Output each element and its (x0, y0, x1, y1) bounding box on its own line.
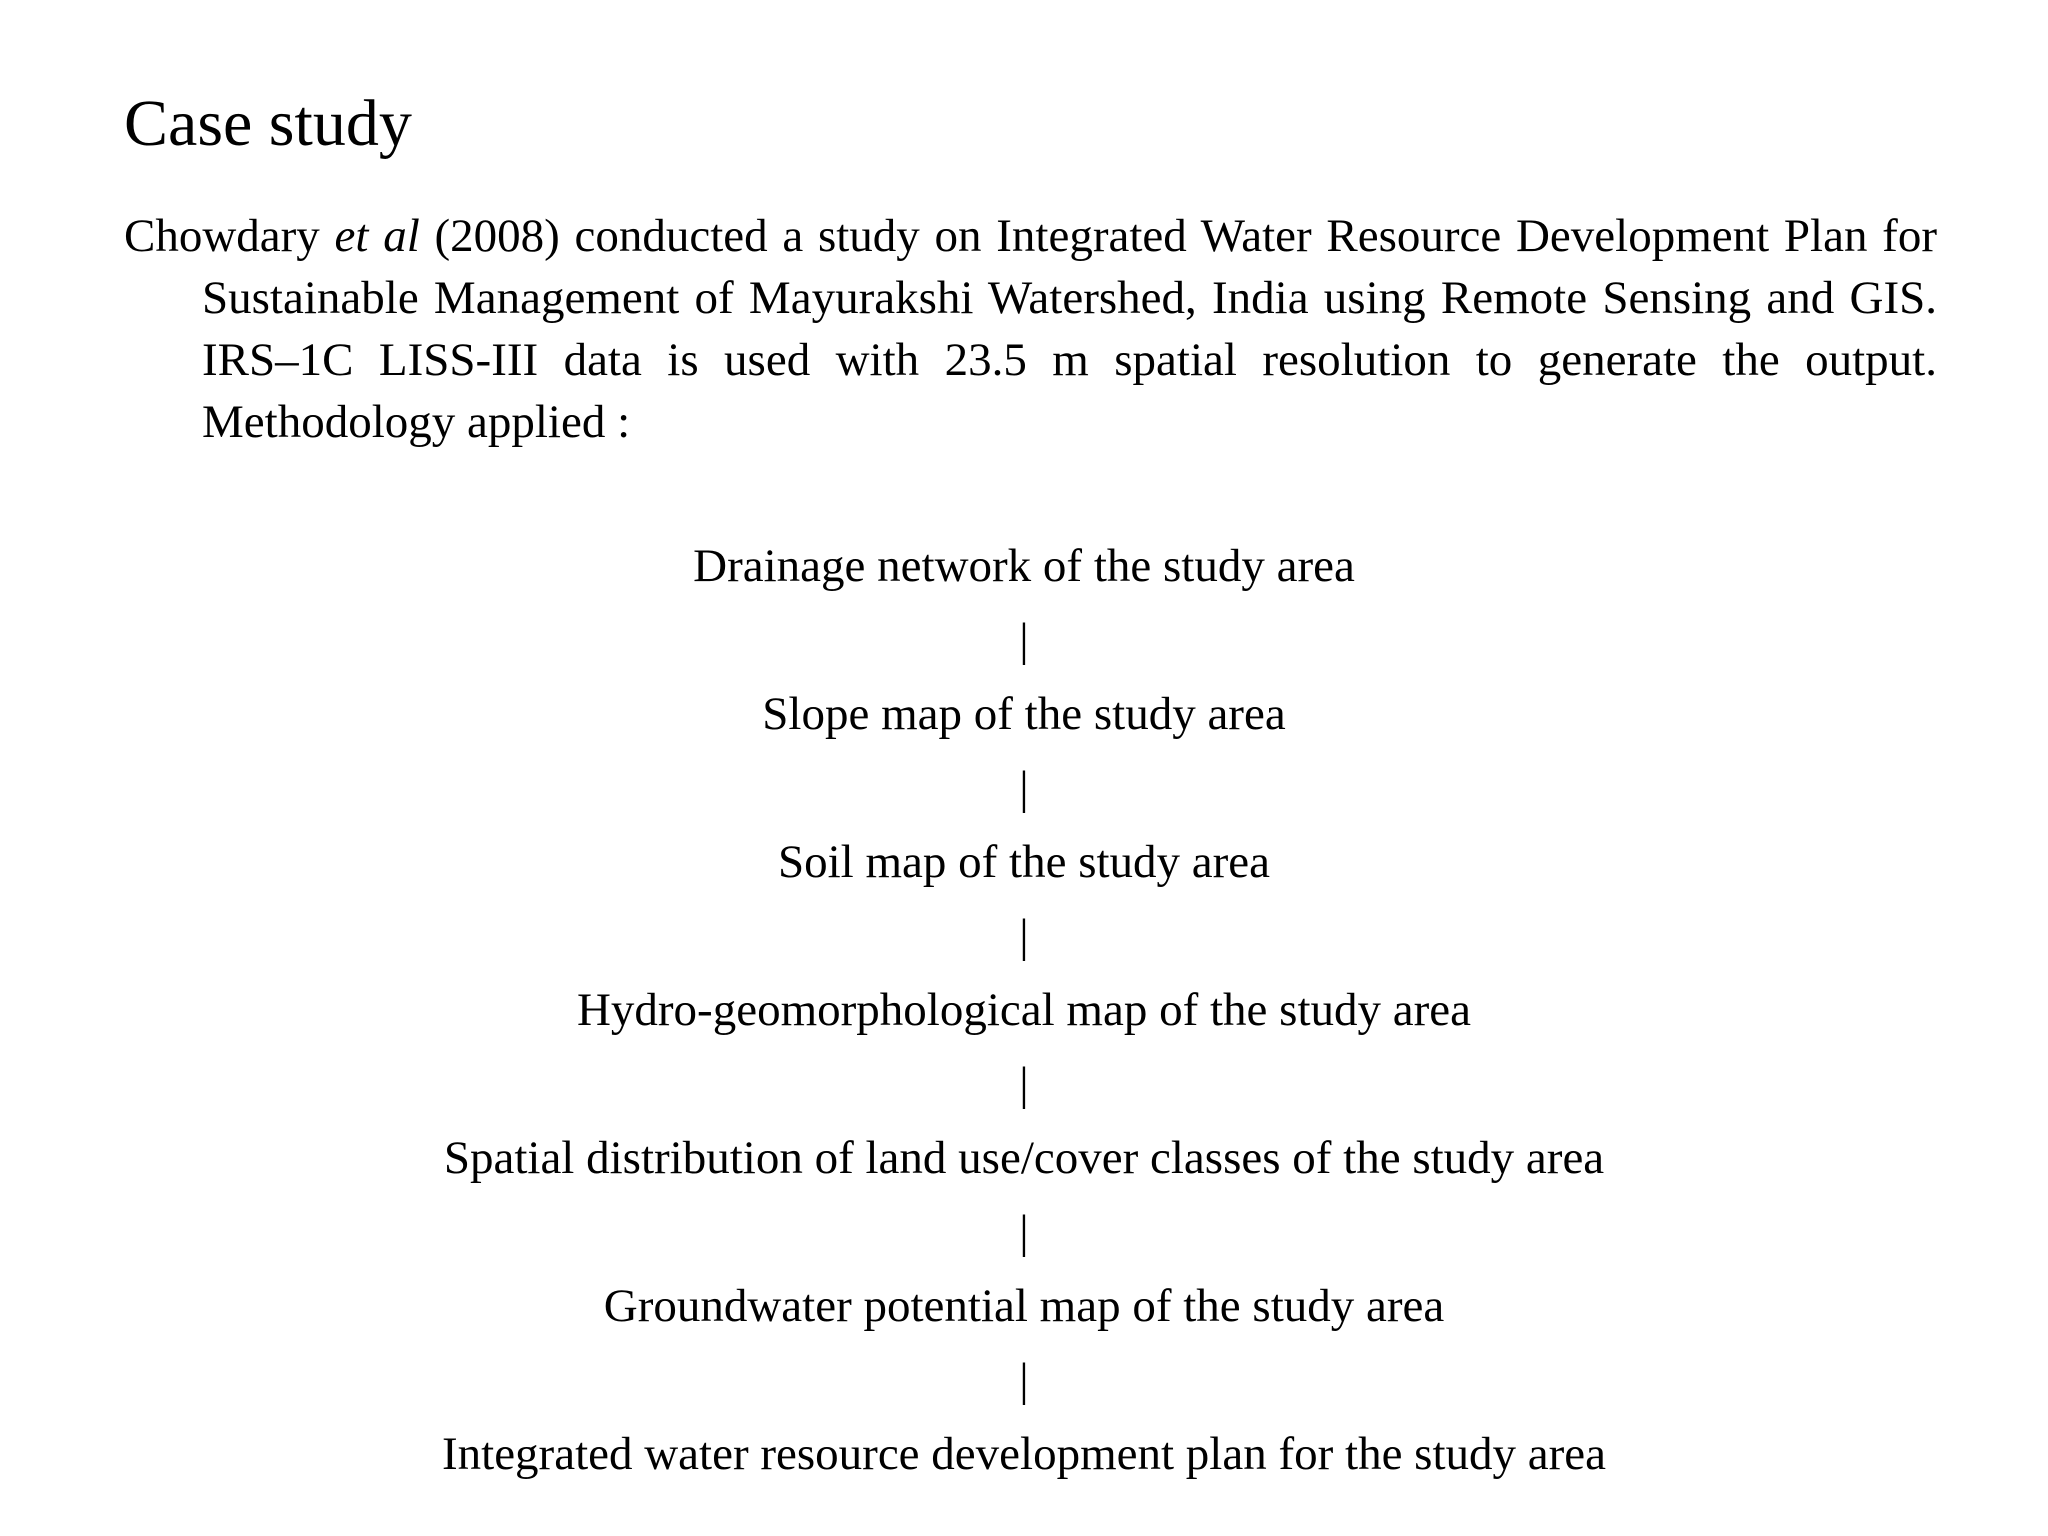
flow-step-hydro-geomorphological: Hydro-geomorphological map of the study area (576, 984, 1472, 1036)
intro-paragraph (124, 205, 1937, 453)
flow-connector: | (1019, 910, 1029, 962)
methodology-flow (0, 535, 2048, 1485)
flow-step-integrated-plan: Integrated water resource development plan for the study area (441, 1428, 1607, 1480)
intro-etal: et al (334, 210, 420, 262)
flow-step-slope: Slope map of the study area (762, 688, 1286, 740)
flow-step-groundwater: Groundwater potential map of the study area (603, 1280, 1445, 1332)
flow-connector: | (1019, 1354, 1029, 1406)
flow-step-drainage: Drainage network of the study area (693, 540, 1355, 592)
intro-text: (2008) conducted a study on Integrated Water Resource Development Plan for Sustainable Management of Mayurakshi Watershed, India using Remote Sensing and GIS. IRS–1C LISS-III data is used with 23.5 m spatial resolution to generate the output. Methodology applied : (202, 210, 1937, 448)
flow-step-soil: Soil map of the study area (777, 836, 1271, 888)
intro-author: Chowdary (124, 210, 320, 262)
flow-connector: | (1019, 762, 1029, 814)
flow-step-land-use: Spatial distribution of land use/cover classes of the study area (443, 1132, 1605, 1184)
flow-connector: | (1019, 1058, 1029, 1110)
flow-connector: | (1019, 1206, 1029, 1258)
flow-connector: | (1019, 614, 1029, 666)
page-title: Case study (124, 87, 412, 160)
